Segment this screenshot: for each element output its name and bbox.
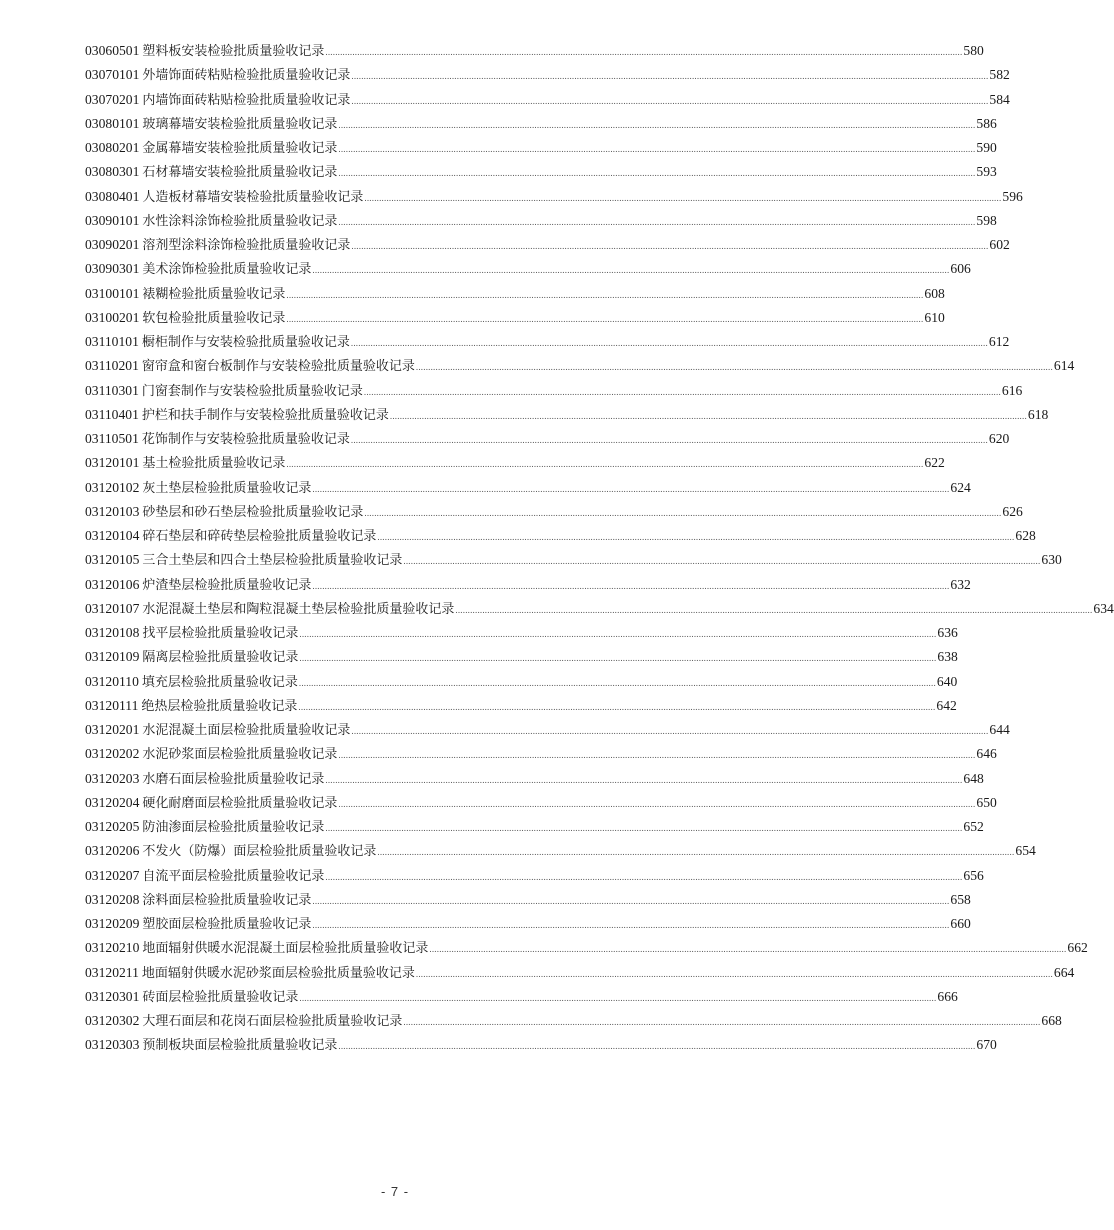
toc-entry[interactable]	[85, 257, 971, 281]
toc-entry-title: 预制板块面层检验批质量验收记录	[142, 1038, 338, 1054]
toc-entry-code: 03120104	[85, 528, 140, 543]
dot-leader: ....................................................................................................................................................................................................................................................................	[298, 677, 936, 688]
toc-entry-page: 606	[950, 261, 971, 277]
toc-entry[interactable]	[85, 1033, 997, 1057]
toc-entry-page: 656	[963, 867, 984, 883]
toc-entry[interactable]	[85, 379, 1023, 403]
dot-leader: ....................................................................................................................................................................................................................................................................	[325, 774, 963, 785]
toc-entry-title: 橱柜制作与安装检验批质量验收记录	[141, 335, 350, 350]
toc-entry-code: 03070101	[85, 67, 140, 83]
toc-entry-title: 不发火（防爆）面层检验批质量验收记录	[142, 844, 377, 860]
toc-entry-title: 溶剂型涂料涂饰检验批质量验收记录	[142, 238, 351, 253]
toc-entry[interactable]	[85, 88, 1010, 112]
toc-entry-code: 03060501	[85, 43, 140, 58]
toc-entry-title: 涂料面层检验批质量验收记录	[142, 892, 312, 908]
toc-entry-code: 03120302	[85, 1013, 140, 1028]
toc-entry[interactable]	[85, 742, 997, 766]
toc-entry-code: 03110301	[85, 382, 139, 398]
toc-entry-code: 03100101	[85, 285, 140, 301]
toc-entry-code: 03120203	[85, 770, 140, 786]
toc-entry-title: 自流平面层检验批质量验收记录	[142, 868, 325, 884]
toc-entry-code: 03090201	[85, 237, 140, 252]
toc-entry-title: 护栏和扶手制作与安装检验批质量验收记录	[141, 407, 389, 423]
toc-entry-page: 626	[1002, 503, 1023, 519]
toc-entry-title: 填充层检验批质量验收记录	[141, 674, 298, 690]
toc-entry[interactable]	[85, 985, 958, 1009]
dot-leader: ....................................................................................................................................................................................................................................................................	[338, 798, 976, 809]
toc-entry-code: 03090101	[85, 212, 140, 228]
toc-entry[interactable]	[85, 112, 997, 136]
toc-entry-title: 绝热层检验批质量验收记录	[141, 698, 298, 714]
dot-leader: ....................................................................................................................................................................................................................................................................	[338, 144, 976, 154]
dot-leader: ....................................................................................................................................................................................................................................................................	[298, 701, 936, 712]
toc-entry-code: 03080401	[85, 188, 140, 204]
toc-entry-title: 水性涂料涂饰检验批质量验收记录	[142, 213, 338, 229]
toc-entry[interactable]	[85, 645, 958, 669]
dot-leader: ....................................................................................................................................................................................................................................................................	[351, 71, 989, 82]
dot-leader: ....................................................................................................................................................................................................................................................................	[350, 338, 988, 348]
toc-entry[interactable]	[85, 403, 1049, 427]
toc-entry-page: 646	[976, 746, 997, 762]
toc-entry-page: 608	[924, 285, 945, 301]
toc-entry-code: 03120110	[85, 673, 139, 689]
toc-entry-code: 03120106	[85, 576, 140, 592]
toc-entry-title: 外墙饰面砖粘贴检验批质量验收记录	[142, 68, 351, 84]
toc-entry-page: 610	[924, 309, 945, 325]
toc-entry-code: 03120301	[85, 988, 140, 1004]
toc-entry-page: 642	[936, 697, 957, 713]
toc-entry-title: 炉渣垫层检验批质量验收记录	[142, 577, 312, 593]
toc-entry-title: 塑料板安装检验批质量验收记录	[142, 44, 325, 59]
toc-entry-page: 590	[976, 140, 997, 155]
toc-entry-title: 砖面层检验批质量验收记录	[142, 989, 299, 1005]
toc-entry[interactable]	[85, 718, 1010, 742]
toc-entry[interactable]	[85, 670, 958, 694]
toc-entry-title: 三合土垫层和四合土垫层检验批质量验收记录	[142, 553, 403, 569]
dot-leader: ....................................................................................................................................................................................................................................................................	[403, 556, 1041, 567]
toc-entry-title: 灰土垫层检验批质量验收记录	[142, 480, 312, 496]
dot-leader: ....................................................................................................................................................................................................................................................................	[363, 386, 1001, 397]
toc-entry-page: 662	[1067, 940, 1088, 956]
dot-leader: ....................................................................................................................................................................................................................................................................	[389, 410, 1027, 421]
toc-entry-code: 03120204	[85, 794, 140, 810]
toc-entry-title: 地面辐射供暖水泥混凝土面层检验批质量验收记录	[142, 941, 429, 957]
table-of-contents	[85, 39, 1114, 1058]
dot-leader: ....................................................................................................................................................................................................................................................................	[351, 95, 989, 106]
toc-entry[interactable]	[85, 185, 1023, 209]
toc-entry-title: 防油渗面层检验批质量验收记录	[142, 820, 325, 835]
toc-entry-page: 648	[963, 770, 984, 786]
toc-entry-page: 666	[937, 988, 958, 1004]
dot-leader: ....................................................................................................................................................................................................................................................................	[377, 532, 1015, 542]
dot-leader: ....................................................................................................................................................................................................................................................................	[299, 629, 937, 639]
toc-entry-page: 636	[937, 625, 958, 640]
toc-entry-page: 652	[963, 819, 984, 834]
toc-entry-title: 玻璃幕墙安装检验批质量验收记录	[142, 116, 338, 132]
toc-entry-title: 软包检验批质量验收记录	[142, 310, 286, 326]
toc-entry[interactable]	[85, 961, 1075, 985]
toc-entry-page: 632	[950, 576, 971, 592]
dot-leader: ....................................................................................................................................................................................................................................................................	[312, 483, 950, 494]
toc-entry[interactable]	[85, 524, 1036, 548]
toc-entry-page: 584	[989, 91, 1010, 107]
toc-entry-title: 裱糊检验批质量验收记录	[142, 286, 286, 302]
dot-leader: ....................................................................................................................................................................................................................................................................	[286, 459, 924, 470]
toc-entry[interactable]	[85, 621, 958, 645]
toc-entry[interactable]	[85, 476, 971, 500]
toc-entry-title: 美术涂饰检验批质量验收记录	[142, 262, 312, 278]
dot-leader: ....................................................................................................................................................................................................................................................................	[338, 216, 976, 227]
toc-entry[interactable]	[85, 306, 945, 330]
toc-entry[interactable]	[85, 500, 1023, 524]
dot-leader: ....................................................................................................................................................................................................................................................................	[312, 580, 950, 591]
toc-entry-page: 630	[1041, 552, 1062, 568]
dot-leader: ....................................................................................................................................................................................................................................................................	[286, 313, 924, 324]
dot-leader: ....................................................................................................................................................................................................................................................................	[455, 604, 1093, 615]
dot-leader: ....................................................................................................................................................................................................................................................................	[415, 362, 1053, 373]
dot-leader: ....................................................................................................................................................................................................................................................................	[350, 435, 988, 445]
toc-entry-code: 03080301	[85, 164, 140, 180]
toc-entry-title: 基土检验批质量验收记录	[142, 456, 286, 472]
toc-entry-page: 638	[937, 649, 958, 665]
toc-entry-code: 03110501	[85, 431, 139, 446]
toc-entry-page: 660	[950, 916, 971, 931]
dot-leader: ....................................................................................................................................................................................................................................................................	[403, 1017, 1041, 1027]
dot-leader: ....................................................................................................................................................................................................................................................................	[312, 895, 950, 906]
toc-entry[interactable]	[85, 597, 1114, 621]
toc-entry-page: 618	[1027, 406, 1049, 422]
toc-entry-page: 614	[1053, 358, 1075, 374]
dot-leader: ....................................................................................................................................................................................................................................................................	[338, 750, 976, 761]
toc-entry[interactable]	[85, 573, 971, 597]
toc-entry-code: 03120101	[85, 455, 140, 471]
toc-entry-title: 水泥砂浆面层检验批质量验收记录	[142, 747, 338, 763]
toc-entry-code: 03120206	[85, 843, 140, 859]
toc-entry-title: 碎石垫层和碎砖垫层检验批质量验收记录	[142, 529, 377, 544]
toc-entry[interactable]	[85, 815, 984, 839]
toc-entry-title: 金属幕墙安装检验批质量验收记录	[142, 141, 338, 156]
toc-entry-code: 03120210	[85, 940, 140, 956]
dot-leader: ....................................................................................................................................................................................................................................................................	[364, 507, 1002, 518]
toc-entry-page: 596	[1002, 188, 1023, 204]
toc-entry-code: 03120108	[85, 625, 140, 640]
toc-entry-code: 03120208	[85, 891, 140, 907]
toc-entry[interactable]	[85, 694, 957, 718]
toc-entry[interactable]	[85, 233, 1010, 257]
toc-entry-page: 586	[976, 115, 997, 131]
toc-entry-code: 03120303	[85, 1037, 140, 1053]
dot-leader: ....................................................................................................................................................................................................................................................................	[338, 1041, 976, 1052]
toc-entry-page: 612	[988, 334, 1010, 349]
toc-entry-code: 03090301	[85, 261, 140, 277]
toc-entry-code: 03080201	[85, 140, 140, 155]
toc-entry-title: 硬化耐磨面层检验批质量验收记录	[142, 795, 338, 811]
dot-leader: ....................................................................................................................................................................................................................................................................	[364, 192, 1002, 203]
toc-entry-page: 658	[950, 891, 971, 907]
toc-entry[interactable]	[85, 427, 1010, 451]
toc-entry[interactable]	[85, 864, 984, 888]
toc-entry-code: 03120209	[85, 916, 140, 931]
toc-entry-code: 03120202	[85, 746, 140, 762]
toc-entry-title: 水泥混凝土垫层和陶粒混凝土垫层检验批质量验收记录	[142, 601, 455, 617]
toc-entry[interactable]	[85, 451, 945, 475]
toc-entry[interactable]	[85, 791, 997, 815]
toc-entry-code: 03110201	[85, 358, 139, 374]
toc-entry-page: 664	[1053, 964, 1075, 980]
toc-entry-code: 03120111	[85, 697, 139, 713]
toc-entry-page: 624	[950, 479, 971, 495]
toc-entry[interactable]	[85, 160, 997, 184]
dot-leader: ....................................................................................................................................................................................................................................................................	[338, 119, 976, 130]
toc-entry-page: 602	[989, 237, 1010, 252]
toc-entry[interactable]	[85, 912, 971, 936]
toc-entry-code: 03110401	[85, 406, 139, 422]
toc-entry[interactable]	[85, 888, 971, 912]
toc-entry-title: 大理石面层和花岗石面层检验批质量验收记录	[142, 1014, 403, 1029]
toc-entry-title: 内墙饰面砖粘贴检验批质量验收记录	[142, 92, 351, 108]
toc-entry-code: 03120211	[85, 964, 139, 980]
dot-leader: ....................................................................................................................................................................................................................................................................	[299, 653, 937, 664]
toc-entry-page: 620	[988, 431, 1010, 446]
dot-leader: ....................................................................................................................................................................................................................................................................	[312, 265, 950, 276]
toc-entry[interactable]	[85, 548, 1062, 572]
toc-entry-page: 616	[1001, 382, 1023, 398]
toc-entry-page: 634	[1093, 600, 1114, 616]
toc-entry-title: 花饰制作与安装检验批质量验收记录	[141, 432, 350, 447]
toc-entry-title: 水磨石面层检验批质量验收记录	[142, 771, 325, 787]
toc-entry-page: 654	[1015, 843, 1036, 859]
toc-entry-title: 水泥混凝土面层检验批质量验收记录	[142, 723, 351, 738]
dot-leader: ....................................................................................................................................................................................................................................................................	[325, 871, 963, 882]
dot-leader: ....................................................................................................................................................................................................................................................................	[299, 992, 937, 1003]
toc-entry-title: 石材幕墙安装检验批质量验收记录	[142, 165, 338, 181]
toc-entry-code: 03120103	[85, 503, 140, 519]
toc-entry[interactable]	[85, 354, 1075, 378]
dot-leader: ....................................................................................................................................................................................................................................................................	[286, 289, 924, 300]
toc-entry[interactable]	[85, 839, 1036, 863]
toc-entry-page: 582	[989, 67, 1010, 83]
toc-entry-page: 628	[1015, 528, 1036, 543]
toc-entry-code: 03120102	[85, 479, 140, 495]
dot-leader: ....................................................................................................................................................................................................................................................................	[351, 241, 989, 251]
toc-entry-code: 03120207	[85, 867, 140, 883]
toc-entry-page: 644	[989, 722, 1010, 737]
toc-entry-code: 03070201	[85, 91, 140, 107]
toc-entry-code: 03120205	[85, 819, 140, 834]
toc-entry-title: 地面辐射供暖水泥砂浆面层检验批质量验收记录	[141, 965, 415, 981]
dot-leader: ....................................................................................................................................................................................................................................................................	[351, 726, 989, 736]
toc-entry-title: 隔离层检验批质量验收记录	[142, 650, 299, 666]
toc-entry-page: 650	[976, 794, 997, 810]
toc-entry-page: 622	[924, 455, 945, 471]
toc-entry-page: 640	[936, 673, 958, 689]
toc-entry[interactable]	[85, 330, 1010, 354]
toc-entry-page: 598	[976, 212, 997, 228]
page-number: - 7 -	[380, 1184, 410, 1199]
toc-entry[interactable]	[85, 1009, 1062, 1033]
dot-leader: ....................................................................................................................................................................................................................................................................	[325, 47, 963, 57]
toc-entry[interactable]	[85, 39, 984, 63]
toc-entry-page: 593	[976, 164, 997, 180]
toc-entry-title: 找平层检验批质量验收记录	[142, 626, 299, 641]
dot-leader: ....................................................................................................................................................................................................................................................................	[415, 968, 1053, 979]
dot-leader: ....................................................................................................................................................................................................................................................................	[338, 168, 976, 179]
toc-entry-code: 03110101	[85, 334, 139, 349]
toc-entry-code: 03120109	[85, 649, 140, 665]
dot-leader: ....................................................................................................................................................................................................................................................................	[377, 847, 1015, 858]
toc-entry-title: 门窗套制作与安装检验批质量验收记录	[141, 383, 363, 399]
toc-entry-title: 塑胶面层检验批质量验收记录	[142, 917, 312, 932]
toc-entry-code: 03120201	[85, 722, 140, 737]
toc-entry-page: 668	[1041, 1013, 1062, 1028]
toc-entry-page: 580	[963, 43, 984, 58]
toc-entry-page: 670	[976, 1037, 997, 1053]
toc-entry[interactable]	[85, 936, 1088, 960]
toc-entry[interactable]	[85, 209, 997, 233]
dot-leader: ....................................................................................................................................................................................................................................................................	[325, 823, 963, 833]
dot-leader: ....................................................................................................................................................................................................................................................................	[429, 944, 1067, 955]
toc-entry[interactable]	[85, 136, 997, 160]
toc-entry-code: 03100201	[85, 309, 140, 325]
toc-entry-title: 人造板材幕墙安装检验批质量验收记录	[142, 189, 364, 205]
toc-entry-code: 03080101	[85, 115, 140, 131]
toc-entry-title: 砂垫层和砂石垫层检验批质量验收记录	[142, 504, 364, 520]
dot-leader: ....................................................................................................................................................................................................................................................................	[312, 920, 950, 930]
toc-entry[interactable]	[85, 767, 984, 791]
toc-entry-title: 窗帘盒和窗台板制作与安装检验批质量验收记录	[141, 359, 415, 375]
toc-entry-code: 03120105	[85, 552, 140, 568]
toc-entry[interactable]	[85, 63, 1010, 87]
toc-entry[interactable]	[85, 282, 945, 306]
toc-entry-code: 03120107	[85, 600, 140, 616]
